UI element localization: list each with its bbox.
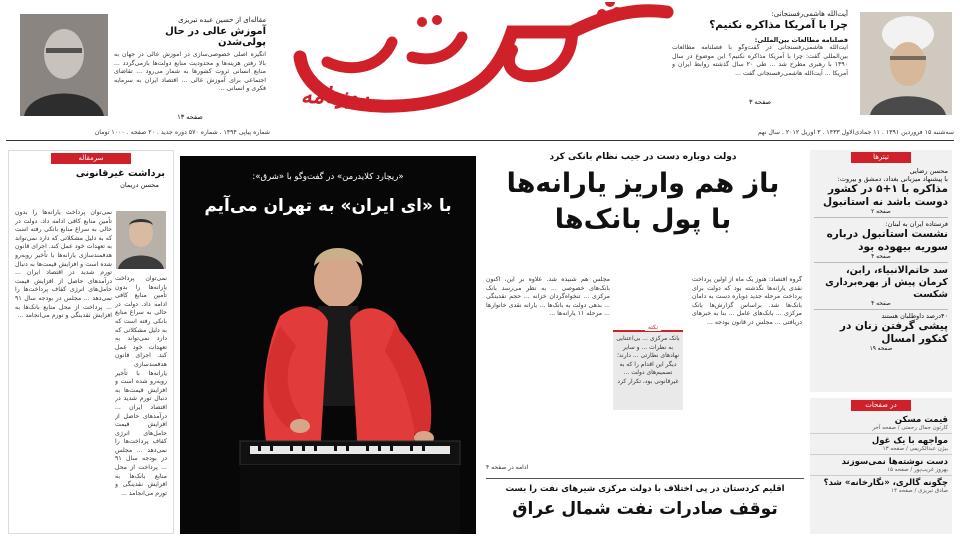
lead-headline-line2[interactable]: با پول بانک‌ها <box>554 204 732 235</box>
callout-text: بانک مرکزی ... بی‌اعتنایی به نظرات ... و سایر نهادهای نظارتی ... دارند؛ دیگر این اقدام را که به تصمیم‌های دولت ... غیرقانونی بود، تکرار کرد <box>616 335 680 385</box>
photo-headline[interactable]: با «ای ایران» به تهران می‌آیم <box>204 196 452 216</box>
editorial-body-col1: نمی‌توان پرداخت یارانه‌ها را بدون تأمین منابع کافی ادامه داد. دولت در حالی به سراغ منابع بانکی رفته است که به دلیل مشکلاتی که دارد نمی‌تواند به تعهدات خود عمل کند. اجرای قانون هدفمندسازی یارانه‌ها با تأخیر روبه‌رو شده است و افزایش قیمت‌ها به دنبال تورم شدید در اقتصاد ایران ... درآمدهای حاصل از افزایش قیمت حامل‌های انرژی کفاف پرداخت‌ها را نمی‌دهد ... مجلس در بودجه سال ۹۱ ... پرداخت از محل منابع بانک‌ها به افزایش نقدینگی و تورم می‌انجامد ... <box>15 209 112 320</box>
top-right-story <box>672 10 848 106</box>
lead-kicker: دولت دوباره دست در جیب نظام بانکی کرد <box>549 152 737 162</box>
top-right-headline[interactable]: چرا با آمریکا مذاکره نکنیم؟ <box>709 19 848 31</box>
top-left-body: انگیزه اصلی خصوصی‌سازی در آموزش عالی در جهان به بالا رفتن هزینه‌ها و محدودیت منابع دولت‌ها بازمی‌گردد ... منابع انسانی ثروت کشورها به شمار می‌رود ... تقاضای اجتماعی برای آموزش عالی ... اقتصاد ایران به سرمایه فکری و انسانی ... <box>114 51 266 93</box>
headline-title: مذاکره با ۱+۵ در کشور دوست باشد نه استانبول <box>823 183 948 208</box>
editorial-author: محسن دریمان <box>120 181 159 189</box>
top-left-story <box>114 16 266 121</box>
top-right-page-ref[interactable]: صفحه ۳ <box>748 98 772 106</box>
iraq-headline[interactable]: توقف صادرات نفت شمال عراق <box>512 499 778 519</box>
editorial-body-col2: نمی‌توان پرداخت یارانه‌ها را بدون تأمین منابع کافی ادامه داد. دولت در حالی به سراغ منابع بانکی رفته است که به دلیل مشکلاتی که دارد نمی‌تواند به تعهدات خود عمل کند. اجرای قانون هدفمندسازی یارانه‌ها با تأخیر روبه‌رو شده است و افزایش قیمت‌ها به دنبال تورم شدید در اقتصاد ایران ... درآمدهای حاصل از افزایش قیمت حامل‌های انرژی کفاف پرداخت‌ها را نمی‌دهد ... مجلس در بودجه سال ۹۱ ... پرداخت از محل منابع بانک‌ها به افزایش نقدینگی و تورم می‌انجامد ... <box>115 275 167 497</box>
top-left-headline[interactable]: آموزش عالی در حال پولی‌شدن <box>165 26 266 48</box>
lead-story-header <box>482 152 804 238</box>
headline-sub: فرستاده ایران به لبنان: <box>885 220 948 228</box>
in-pages-item[interactable] <box>810 476 952 496</box>
headline-title: نشست استانبول درباره سوریه بیهوده بود <box>826 228 948 253</box>
rafsanjani-photo <box>860 12 952 115</box>
editorial-headline[interactable]: برداشت غیرقانونی <box>75 168 165 179</box>
headline-title: پیشی گرفتن زنان در کنکور امسال <box>839 320 948 345</box>
in-pages-item[interactable] <box>810 413 952 434</box>
headline-kicker: محسن رضایی <box>909 167 948 175</box>
headline-page: صفحه ۱۹ <box>869 346 893 352</box>
lead-body-col1: گروه اقتصاد: هنوز یک ماه از اولین پرداخت نقدی یارانه‌ها نگذشته بود که دولت برای پرداخت مرحله جدید دوباره دست به دامان بانک‌ها شد. براساس گزارش‌ها بانک مرکزی ... بانک‌های عامل ... بنا به خبرهای دریافتی ... مجلس در قانون بودجه ... <box>692 276 802 326</box>
headline-item[interactable] <box>810 310 952 352</box>
in-pages-title: قیمت مسکن <box>894 415 948 425</box>
in-pages-title: چگونه گالری، «نگارخانه» شد؟ <box>823 478 948 488</box>
headlines-tab: تیترها <box>851 152 911 163</box>
editorial-author-photo <box>116 211 166 269</box>
date-line: سه‌شنبه ۱۵ فروردین ۱۳۹۱ . ۱۱ جمادی‌الاول ۱۴۳۳ . ۳ آوریل ۲۰۱۲ . سال نهم <box>757 129 954 136</box>
editorial-column <box>8 150 174 534</box>
headlines-column <box>810 150 952 392</box>
headline-sub: با پیشنهاد میزبانی بغداد، دمشق و بیروت: <box>837 175 948 183</box>
masthead <box>272 2 687 122</box>
clayderman-photo[interactable] <box>180 156 476 534</box>
in-pages-sub: بیژن عبدالکریمی / صفحه ۱۳ <box>882 446 948 452</box>
in-pages-sub: بهروز غریب‌پور / صفحه ۱۵ <box>886 467 948 473</box>
in-pages-title: مواجهه با یک غول <box>871 436 948 446</box>
iraq-kicker: اقلیم کردستان در پی اختلاف با دولت مرکزی شیرهای نفت را بست <box>505 484 785 494</box>
lead-headline-line1[interactable]: باز هم واریز یارانه‌ها <box>506 168 780 199</box>
continue-note[interactable]: ادامه در صفحه ۴ <box>486 464 529 471</box>
headline-item[interactable] <box>810 218 952 263</box>
top-left-page-ref[interactable]: صفحه ۱۳ <box>177 113 203 121</box>
top-left-kicker: مقاله‌ای از حسین عبده تبریزی <box>178 16 266 24</box>
top-right-body: آیت‌الله هاشمی‌رفسنجانی در گفت‌وگو با فصلنامه مطالعات بین‌المللی گفت: چرا با آمریکا مذاکره نکنیم؟ این موضوع در سال ۱۳۹۰ با رهبری مطرح شد ... طی ۲۰ سال گذشته روابط ایران و آمریکا ... آیت‌الله هاشمی‌رفسنجانی گفت ... <box>672 44 848 77</box>
editorial-tab: سرمقاله <box>51 153 131 164</box>
in-pages-tab: در صفحات <box>851 400 911 411</box>
lead-body-col2: مجلس هم شنیده شد. علاوه بر این، اکنون بانک‌های خصوصی ... به نظر می‌رسد بانک مرکزی ... تنخواه‌گردان خزانه ... حجم نقدینگی ... بدهی دولت به بانک‌ها ... یارانه نقدی خانوارها ... مرحله ۱۱ یارانه‌ها ... <box>486 276 610 318</box>
in-pages-title: دست نوشته‌ها نمی‌سوزند <box>841 457 948 467</box>
issue-line: شماره پیاپی ۱۴۹۴ . شماره ۵۷۰ دوره جدید . ۲۰ صفحه . ۱۰۰۰ تومان <box>94 129 270 136</box>
top-right-kicker: آیت‌الله هاشمی‌رفسنجانی: <box>771 10 848 18</box>
headline-item[interactable] <box>810 167 952 218</box>
headline-sub: ۴۰درصد داوطلبان هستند <box>881 312 948 320</box>
callout-tag: نکته <box>645 324 661 331</box>
in-pages-box <box>810 398 952 534</box>
masthead-prefix: روزنامه <box>300 84 369 109</box>
in-pages-sub: کارتون جمال رحمتی / صفحه آخر <box>872 425 948 431</box>
headline-item[interactable] <box>810 263 952 310</box>
photo-kicker: «ریچارد کلایدرمن» در گفت‌وگو با «شرق»: <box>252 172 404 182</box>
in-pages-item[interactable] <box>810 434 952 455</box>
headline-page: صفحه ۴ <box>814 254 948 263</box>
callout-box <box>613 324 683 410</box>
in-pages-item[interactable] <box>810 455 952 476</box>
top-right-lead-label: فصلنامه مطالعات بین‌المللی: <box>754 36 848 44</box>
headline-page: صفحه ۲ <box>814 209 948 218</box>
headline-page: صفحه ۴ <box>814 301 948 310</box>
in-pages-sub: صادق تبریزی / صفحه ۱۴ <box>891 488 948 494</box>
headline-title: سد خاتم‌الانبیاء، رابن، کرمان پیش از بهره‌برداری شکست <box>825 265 948 300</box>
author-photo <box>20 14 108 116</box>
iraq-oil-story <box>486 484 804 519</box>
